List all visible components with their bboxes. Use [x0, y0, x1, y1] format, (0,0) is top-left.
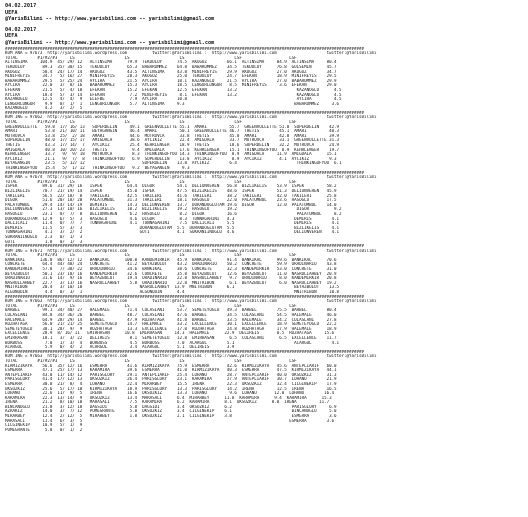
text-line: AZRAKIZ 14.0 3/ 7/ 12 POMEGRANTE 5.8 OKSUZKIZ 3.4 CILGINEKIP 6.1 BINCANOGLU 5.0 — [5, 409, 337, 414]
text-line: AYCIKIZ 21.1 9/ 7/ 8 THINKINGOFYOU 6.9 SUPERDELIN 13.8 AYCIKIZ 8.9 AYCIKIZ 4.1 AYCIKIZ 9.3 — [5, 156, 337, 161]
header-date: 04.02.2017 — [5, 3, 37, 9]
text-line: BEYAGANGIN 23.5 5/ 12/ 12 SUPERDELIN 13.8 AYCIKIZ 6.4 THINKINGOFYOU 6.1 — [5, 161, 342, 166]
text-line: GUTI 1.8 0/ 1/ 3 — [5, 239, 342, 244]
text-line: AYCIRA 22.0 3/ 8/ 16 BABAROMMEZ 15.3 AYCIRA 18.5 LENGURLUNGUR 8.5 MINIFREYIS 3.6 EFEKAN 29.0 — [5, 83, 337, 88]
text-line: BINCANOGLU 21.8 3/ 12/ 18 DAGSIDI 5.8 DAGSIDI 3.4 OKSUZKIZ 6.2 PARISGLORY 6.9 — [5, 404, 337, 409]
text-line: ORADINARIO 31.6 14/ 9/ 16 BEYAZBULUT 19.4 ORADINARIO 22.8 NASRULLAHBEY 9.7 ORADINARIO 8.0 KANDEMIRKIR 20.8 — [5, 276, 337, 281]
text-line: TOTAL #1/#2/#3 LS LS LS LSF LSF — [5, 253, 297, 258]
text-line: DEMIRIS 11.5 5/ 3/ 3 DORANDOGLUTAM 5.5 DORANDOGLUTAM 5.5 BIZLIKELIS 4.1 — [5, 225, 340, 230]
text-line: ################################################################################################################################################ — [5, 110, 364, 115]
text-line: KUM ING = 97663 http://yarisbilimi.wordpress.com twitter:@YarisBilimi : http://www.yarisbilimi.com twitter:@YarisBilimi — [5, 354, 377, 359]
document-page — [5, 3, 524, 515]
text-line: KUM ING = 97663 http://yarisbilimi.wordpress.com twitter:@YarisBilimi : http://www.yarisbilimi.com twitter:@YarisBilimi — [5, 299, 377, 304]
text-line: PARISGLORY 41.4 17/ 12/ 13 OKSUZKIZ 26.4 PARISGLORY 23.1 KARAMIRA 27.9 ANTEPLIARIF 30.7 LOHANO 21.9 — [5, 377, 337, 382]
text-line: THETIS 43.3 17/ 14/ 7 AYCIKIZ 25.4 KEHRLENGER 18.9 THETIS 18.6 SUPERDELIN 32.2 MUTROVCA 24.9 — [5, 143, 340, 148]
text-line: ################################################################################################################################################ — [5, 244, 364, 249]
text-line: POMEGRANTE 5.8 0/ 1/ 2 — [5, 427, 342, 432]
text-line: KUM ING = 97662 http://yarisbilimi.wordpress.com twitter:@YarisBilimi : http://www.yarisbilimi.com twitter:@YarisBilimi — [5, 115, 377, 120]
text-line: ALGONQUIN 4.4 0/ 3/ 1 ALGONQUIN 4.4 MNITRIBON 10.8 — [5, 290, 340, 295]
text-line: DELIUNVEREN 27.3 13/ 10/ 16 BIZLIKELIS 10.2 BIZLIKELIS 19.2 HASOGLU 19.2 DIGOR 9.2 — [5, 207, 342, 212]
text-line: TOTAL #1/#2/#3 LS LS LS LSF LSF — [5, 120, 297, 125]
text-line: EMIRHASAN 18.1 3/ 3/ 22 DELIREIS 8.1 SEMETEYOGLU 12.8 EMIRHASAN 6.5 CULASLANI 6.5 EXCELLENCE 11.7 — [5, 335, 337, 340]
text-line: CONCRETE 64.4 44/ 48/ 24 CONCRETE 41.2 BEYAZBULUT 43.2 ORADINARIO 50.2 CONCRETE 59.9 ORADINARIO 43.8 — [5, 262, 337, 267]
text-line: DIGOR 51.6 20/ 18/ 20 PALATUMBUL 31.3 TAKILERI 18.1 HASOGLU 22.0 PALATUMBUL 23.6 HASOGLU 17.5 — [5, 198, 337, 203]
text-line: BABAROMMEZ 29.5 5/ 25/ 24 AYCIRA 21.5 AYCIRA 10.1 KAZANOGLU 21.5 AYCIRA 27.0 BABAROMMEZ 29.9 — [5, 78, 337, 83]
text-line: TOTAL #1/#2/#3 LS LS LS LSF LSF — [5, 55, 297, 60]
text-line: MUTROVCA 53.8 25/ 2/ 18 AMARI 44.6 MUTROVCA 33.8 THETIS 45.0 AMARI 42.0 AMARI 39.9 — [5, 133, 340, 138]
text-line: ROZHATAGA 56.0 21/ 21/ 25 SEMETEYOGLU 14.7 HALEMALE 33.2 EXCELLENCE 30.1 EXCELLENCE 18.9 SEMETEYOGLU 22.2 — [5, 322, 337, 327]
text-line: ESMERRA 47.1 25/ 17/ 13 KARAMIRA 39.6 ESMERRA 41.0 KIRMIZIKAYA 40.3 ESMERRA 47.5 KIRMIZIKAYA 44.1 — [5, 368, 337, 373]
header-date-2: 04.02.2017 — [5, 26, 37, 33]
header-label: UEFA — [5, 9, 18, 16]
text-line: SUPERDELIN 48.0 17/ 15/ 17 AMIGDALA 38.6 AYCIKIZ 22.4 AMIGDALA 33.7 MUTROVCA 33.1 GREENVOLLETTE 31.3 — [5, 138, 340, 143]
text-line: OKSUZKIZ 25.6 5/ 17/ 18 KIRMIZIKAYA 18.9 PARISGLORY 13.3 PARISGLORY 14.2 IRENA 12.5 IRENA 16.5 — [5, 386, 337, 391]
text-line: AMARI 53.8 21/ 10/ 11 BEYAGANGIN 46.4 AMARI 50.1 GREENVOLLETTE 46.7 THETIS 45.1 AMARI 40.3 — [5, 129, 340, 134]
text-line: KIRMIZIKAYA 56.6 35/ 12/ 16 ESMERRA 41.6 KIRMIZIKAYA 75.9 ESMERRA 42.6 KIRMIZIKAYA 45.6 ANTEPLIARIF 60.0 — [5, 363, 337, 368]
text-line: THINKINGOFYOU 15.4 5/ 1/ 12 THINKINGOFYOU 9.2 BEYAGANGIN 9.3 — [5, 166, 345, 170]
text-line: HALEMALE 64.9 28/ 29/ 14 BARBEL 47.9 ROZHATAGA 41.8 BARBEL 33.5 HALEMALE 34.2 CULASLANI 27.8 — [5, 317, 337, 322]
text-line: TAKILERI 56.5 22/ 18/ 8 TAKILERI 42.5 TAKILERI 41.6 TAKILERI 38.2 TAKILERI 42.0 TAKILERI 25.8 — [5, 193, 337, 198]
text-line: ANTEPLIARIF 43.0 11/ 14/ 12 PARISGLORY 29.1 ANTEPLIARIF 25.4 LOHANO 28.7 ANTEPLIARIF 40.0 OKSUZKIZ 31.3 — [5, 372, 337, 377]
text-line: KUM ING = 97671 http://yarisbilimi.wordpress.com twitter:@YarisBilimi : http://www.yarisbilimi.com twitter:@YarisBilimi — [5, 248, 377, 253]
text-line: ################################################################################################################################################ — [5, 46, 364, 51]
text-line: KANDEMIRKIR 57.8 7/ 38/ 22 ORADINARIO 34.6 BANKIKAL 38.6 CONCRETE 32.3 KANDEMIRKIR 53.0 CONCRETE 31.0 — [5, 267, 337, 272]
text-line: SEMETEYOGLU 38.1 28/ 9/ 9 ROZHATAGA 13.3 EXCELLENCE 17.0 ROZHATAGA 24.8 ROZHATAGA 17.9 HALEMALE 18.9 — [5, 326, 337, 331]
text-line: ################################################################################################################################################ — [5, 170, 364, 175]
header-contact-2: @YarisBilimi -- http://www.yarisbilimi.com -- yarisbilimi@gmail.com — [5, 39, 215, 46]
text-line: TOTAL #1/#2/#3 LS LS LS LSF LSF — [5, 358, 297, 363]
text-line: BIZLIKELIS 70.7 21/ 19/ 14 ISPEK 45.0 ISPEK 47.5 BIZLIKELIS 48.6 ISPEK 51.3 DELIUNVEREN 45.9 — [5, 188, 337, 193]
text-line: AMIGDALA 40.8 10/ 20/ 23 THETIS 9.4 AMIGDALA 17.6 KEHRLENGER 15.1 THINKINGOFYOU 8.9 KEHRLENGER 19.7 — [5, 147, 340, 152]
text-line: ESMERRA 30.0 21/ 8/ 4 LOHANO 22.4 MIRARBEY 15.5 IRENA 22.3 OKSUZKIZ 32.4 CILGINEKIP 17.9 — [5, 381, 337, 386]
text-line: ################################################################################################################################################ — [5, 294, 364, 299]
text-line: AKOGUZ 58.4 24/ 17/ 14 AKOGUZ 43.5 ALTINSIMA 43.8 MINIFREYIS 29.9 AKOGUZ 27.0 AKOGUZ 34.7 — [5, 69, 337, 74]
text-line: TUNNAGAHINI 4.1 3/ 2/ 2 GUTI 4.1 SUKRANIINOGLU 4.6 DELIUNVEREN 4.1 — [5, 230, 340, 235]
text-line: NASRULLAHBEY 22.7 3/ 13/ 16 NASRULLAHBEY 5.8 ORADINARIO 22.8 MNITRIBON 6.1 BEYAZBULUT 6.0 NASRULLAHBEY 19.2 — [5, 280, 337, 285]
header-contact: @YarisBilimi -- http://www.yarisbilimi.com -- yarisbilimi@gmail.com — [5, 16, 215, 23]
text-line: IRENA 21.2 8/ 10/ 10 MARASALI 7.5 KARAMIRA 6.2 KARAMIRA 8.1 OKSUZKIZ 8.8 IRENA 11.7 — [5, 400, 330, 405]
text-line: EFEKAN 21.5 5/ 4/ 10 EFEKAN 15.2 EFEKAN 12.5 EFEKAN 13.2 KAZANOGLU 4.5 — [5, 87, 342, 92]
text-line: TOTAL #1/#2/#3 LS LS LS LSF LSF — [5, 303, 297, 308]
text-line: KUM ANA = 97674 http://yarisbilimi.wordpress.com twitter:@YarisBilimi : http://www.yarisbilimi.com twitter:@YarisBilimi — [5, 175, 377, 180]
text-line: HASOGLU 23.1 8/ 7/ 8 DELIUNVEREN 6.2 HASOGLU 8.2 DIGOR 16.6 PALATUMBUL 8.2 — [5, 211, 342, 216]
text-line: ISPEK 89.6 31/ 29/ 16 ISPEK 64.4 DIGOR 54.1 DELIUNVEREN 56.8 BIZLIKELIS 53.9 ISPEK 58.2 — [5, 184, 337, 189]
text-line: BEYAZBULUT 50.1 23/ 18/ 16 KANDEMIRKIR 32.6 CONCRETE 35.8 BEYAZBULUT 12.6 BEYAZBULUT 11.0 NASRULLAHBEY 20.9 — [5, 271, 337, 276]
text-line: TOTAL #1/#2/#3 LS LS LS LSF LSF — [5, 179, 297, 184]
header-label-2: UEFA — [5, 33, 18, 40]
text-line: ALTINSIMA 104.9 45/ 29/ 12 ALTINSIMA 79.9 TEKDULUY 74.5 AKOGUZ 66.1 ALTINSIMA 84.9 ALTINSIMA 80.4 — [5, 60, 337, 65]
text-line: SUKRANIINOGLU 2.3 0/ 1/ 3 — [5, 234, 342, 239]
text-line: LENGURLUNGUR 9.9 8/ 1/ 1 LENGURLUNGUR 5.7 ALTINSIMA 9.3 BABAROMMEZ 3.6 — [5, 101, 340, 106]
text-line: PALATUMBUL 29.4 14/ 14/ 19 DEMIRIS 14.3 DELIUNVEREN 13.7 DORANDOGLUTAM 19.6 DIGOR 12.0 PALATUMBUL 14.0 — [5, 202, 337, 207]
text-line: KEHRLENGER 33.7 9/ 9/ 18 MUTROVCA 8.3 THINKINGOFYOU 14.3 THINKINGOFYOU 8.9 AMIGDALA 11.9 AMIGDALA 15.1 — [5, 152, 337, 157]
text-line: MNITRIBON 20.4 3/ 10/ 18 NASRULLAHBEY 13.9 MNITRIBON 6.1 BEYAZBULUT 13.5 — [5, 285, 340, 290]
text-line: BORBOSS 7.0 1/ 3/ 4 BORBOSS 4.5 BORBOSS 7.0 ACARGUL 5.1 ACARGUL 4.1 — [5, 340, 340, 345]
text-line: DALLICALI 11.4 0/ 7/ 7 TUNNAGAHINI 4.1 TUNNAGAHINI 7.5 DALLICALI 5.5 DEMIRIS 4.1 — [5, 221, 340, 226]
text-line: MARASALI 11.4 6/ 3/ 5 ESMERRA 3.6 — [5, 418, 335, 423]
text-line: CULASLANI 84.8 34/ 36/ 26 BARBEL 48.7 CULASLANI 47.6 BARBEL 34.5 CULASLANI 54.5 HALEMALE 46.0 — [5, 313, 337, 317]
text-line: AYCIRA 18.4 5/ 3/ 14 EFEKAN 7.2 MINIFREYIS 8.1 EFEKAN 13.2 KAZANOGLU 4.5 — [5, 92, 342, 97]
text-line: KARAMIRA 22.3 13/ 14/ 9 OKSUZKIZ 13.4 MARASALI 6.4 MIRARBEY 11.8 KARAMIRA 9.4 KARAMIRA 15.3 — [5, 395, 332, 400]
text-line: MINIFREYIS 34.7 5/ 16/ 27 MINIFREYIS 28.3 AKOGUZ 25.0 TEKDULUY 24.7 EFEKAN 18.9 MINIFREYIS 29.5 — [5, 74, 337, 79]
text-line: KUM ANA = 97673 http://yarisbilimi.wordpress.com twitter:@YarisBilimi : http://www.yarisbilimi.com twitter:@YarisBilimi — [5, 51, 377, 56]
text-line: BANKIKAL 136.0 86/ 12/ 12 BANKIKAL 100.0 KANDEMIRKIR 45.9 BANKIKAL 91.4 BANKIKAL 99.6 BANKIKAL 70.6 — [5, 257, 337, 262]
text-line: LOHANO 22.6 11/ 9/ 5 IRENA 16.6 OKSUZKIZ 13.3 LOHANO 9.6 LOHANO 12.0 LOHANO 16.4 — [5, 391, 335, 396]
text-line: GREENVOLLETTE 59.8 17/ 16/ 13 SUPERDELIN 49.1 GREENVOLLETTE 55.1 AMARI 55.7 GREENVOLLETTE 51.0 SUPERDELIN 42.9 — [5, 124, 340, 129]
text-line: KAZANOGLU 4.2 3/ 2/ 5 — [5, 106, 342, 111]
text-line: ################################################################################################################################################ — [5, 349, 364, 354]
text-line: KAZANOGLU 12.5 4/ 4/ 9 ELEFBE 7.9 AYCIRA 10.8 AYCIRA 4.5 — [5, 97, 342, 102]
text-line: DORANDOGLUTAM 12.9 6/ 5/ 3 HASOGLU 4.6 DIGOR 8.3 TUNNAGAHINI 4.3 DEMIRIS 4.1 — [5, 216, 340, 221]
text-line: CILGINEKIP 10.9 5/ 1/ 9 — [5, 423, 342, 428]
text-line: EXCELLENCE 28.9 8/ 16/ 11 EMIRHASAN 10.8 EMIRHASAN 14.3 HALEMALE 22.9 DELIREIS 8.5 ROZHATAGA 15.6 — [5, 331, 335, 336]
race-blocks — [5, 47, 524, 433]
text-line: BARBEL 99.1 34/ 40/ 27 HALEMALE 71.4 CULASLANI 53.7 SEMETEYOGLU 49.3 BARBEL 75.5 BARBEL 80.4 — [5, 308, 337, 313]
text-line: ACARGUL 5.9 0/ 4/ 2 ACARGUL 3.4 ACARGUL 5.1 DELIREIS 3.9 — [5, 345, 340, 350]
text-line: TEKDULUY 89.3 35/ 30/ 15 TEKDULUY 65.3 BABAROMMEZ 64.8 BABAROMMEZ 34.5 TEKDULUY 76.8 GULSEMIN 45.7 — [5, 64, 337, 69]
text-line: MIRARBEY 12.4 2/ 12/ 5 MIRARBEY 1.8 OKSUZKIZ 2.1 CILGINEKIP 3.8 ESMERRA 3.6 — [5, 414, 337, 419]
